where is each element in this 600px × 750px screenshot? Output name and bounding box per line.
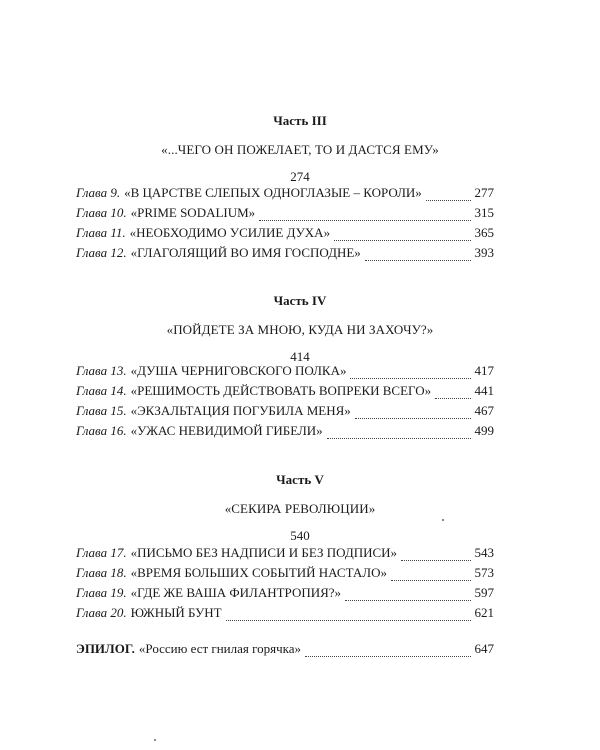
chapter-label: Глава 15.	[76, 403, 127, 418]
part-title: Часть V	[276, 472, 324, 487]
scan-speck	[154, 739, 156, 741]
chapter-title: «ГДЕ ЖЕ ВАША ФИЛАНТРОПИЯ?»	[130, 585, 342, 600]
toc-entry[interactable]	[76, 245, 494, 265]
chapter-title: ЮЖНЫЙ БУНТ	[130, 605, 222, 620]
chapter-label: Глава 16.	[76, 423, 127, 438]
chapter-page-number: 499	[474, 423, 494, 438]
toc-entry[interactable]	[76, 423, 494, 443]
chapter-label: Глава 14.	[76, 383, 127, 398]
dot-leader	[334, 239, 470, 241]
chapter-title: «ГЛАГОЛЯЩИЙ ВО ИМЯ ГОСПОДНЕ»	[130, 245, 361, 260]
chapter-page-number: 573	[474, 565, 494, 580]
chapter-label: Глава 17.	[76, 545, 127, 560]
chapter-title: «PRIME SODALIUM»	[130, 205, 256, 220]
dot-leader	[226, 619, 471, 621]
scan-speck	[442, 519, 444, 521]
chapter-page-number: 543	[474, 545, 494, 560]
dot-leader	[355, 417, 471, 419]
chapter-page-number: 441	[474, 383, 494, 398]
chapter-page-number: 315	[474, 205, 494, 220]
part-subtitle: «ПОЙДЕТЕ ЗА МНОЮ, КУДА НИ ЗАХОЧУ?»	[166, 322, 434, 337]
part-4-header	[0, 293, 600, 365]
toc-entry[interactable]	[76, 545, 494, 565]
part-5-header	[0, 472, 600, 544]
epilog-page-number: 647	[474, 641, 494, 656]
dot-leader	[350, 377, 470, 379]
part-3-header	[0, 113, 600, 185]
part-title: Часть IV	[273, 293, 327, 308]
part-subtitle: «...ЧЕГО ОН ПОЖЕЛАЕТ, ТО И ДАСТСЯ ЕМУ»	[161, 142, 439, 157]
chapter-label: Глава 11.	[76, 225, 126, 240]
part-title: Часть III	[273, 113, 327, 128]
epilog-label: ЭПИЛОГ.	[76, 641, 135, 656]
chapter-page-number: 393	[474, 245, 494, 260]
dot-leader	[345, 599, 470, 601]
toc-entry[interactable]	[76, 185, 494, 205]
toc-entry[interactable]	[76, 403, 494, 423]
chapter-label: Глава 12.	[76, 245, 127, 260]
toc-entry[interactable]	[76, 605, 494, 625]
epilog-entry-container	[76, 641, 494, 661]
chapter-page-number: 277	[474, 185, 494, 200]
part-page-number: 274	[290, 169, 310, 184]
part-3-chapter-list	[76, 185, 494, 265]
dot-leader	[401, 559, 470, 561]
chapter-title: «ЭКЗАЛЬТАЦИЯ ПОГУБИЛА МЕНЯ»	[130, 403, 351, 418]
part-page-number: 540	[290, 528, 310, 543]
toc-entry[interactable]	[76, 565, 494, 585]
chapter-page-number: 621	[474, 605, 494, 620]
chapter-title: «ВРЕМЯ БОЛЬШИХ СОБЫТИЙ НАСТАЛО»	[130, 565, 387, 580]
chapter-label: Глава 9.	[76, 185, 121, 200]
part-page-number: 414	[290, 349, 310, 364]
dot-leader	[327, 437, 471, 439]
toc-entry[interactable]	[76, 383, 494, 403]
chapter-label: Глава 10.	[76, 205, 127, 220]
toc-entry[interactable]	[76, 363, 494, 383]
chapter-title: «ПИСЬМО БЕЗ НАДПИСИ И БЕЗ ПОДПИСИ»	[130, 545, 398, 560]
toc-entry[interactable]	[76, 225, 494, 245]
dot-leader	[426, 199, 471, 201]
chapter-title: «ДУША ЧЕРНИГОВСКОГО ПОЛКА»	[130, 363, 347, 378]
chapter-title: «РЕШИМОСТЬ ДЕЙСТВОВАТЬ ВОПРЕКИ ВСЕГО»	[130, 383, 432, 398]
dot-leader	[365, 259, 471, 261]
chapter-page-number: 365	[474, 225, 494, 240]
toc-entry[interactable]	[76, 205, 494, 225]
chapter-label: Глава 20.	[76, 605, 127, 620]
toc-entry-epilog[interactable]	[76, 641, 494, 661]
part-subtitle: «СЕКИРА РЕВОЛЮЦИИ»	[224, 501, 376, 516]
chapter-label: Глава 18.	[76, 565, 127, 580]
part-5-chapter-list	[76, 545, 494, 625]
chapter-page-number: 467	[474, 403, 494, 418]
epilog-title: «Россию ест гнилая горячка»	[138, 641, 302, 656]
chapter-page-number: 597	[474, 585, 494, 600]
chapter-label: Глава 19.	[76, 585, 127, 600]
dot-leader	[305, 655, 470, 657]
chapter-title: «В ЦАРСТВЕ СЛЕПЫХ ОДНОГЛАЗЫЕ – КОРОЛИ»	[124, 185, 422, 200]
dot-leader	[391, 579, 471, 581]
toc-entry[interactable]	[76, 585, 494, 605]
chapter-label: Глава 13.	[76, 363, 127, 378]
dot-leader	[259, 219, 470, 221]
chapter-title: «УЖАС НЕВИДИМОЙ ГИБЕЛИ»	[130, 423, 323, 438]
part-4-chapter-list	[76, 363, 494, 443]
dot-leader	[435, 397, 470, 399]
chapter-page-number: 417	[474, 363, 494, 378]
chapter-title: «НЕОБХОДИМО УСИЛИЕ ДУХА»	[129, 225, 331, 240]
